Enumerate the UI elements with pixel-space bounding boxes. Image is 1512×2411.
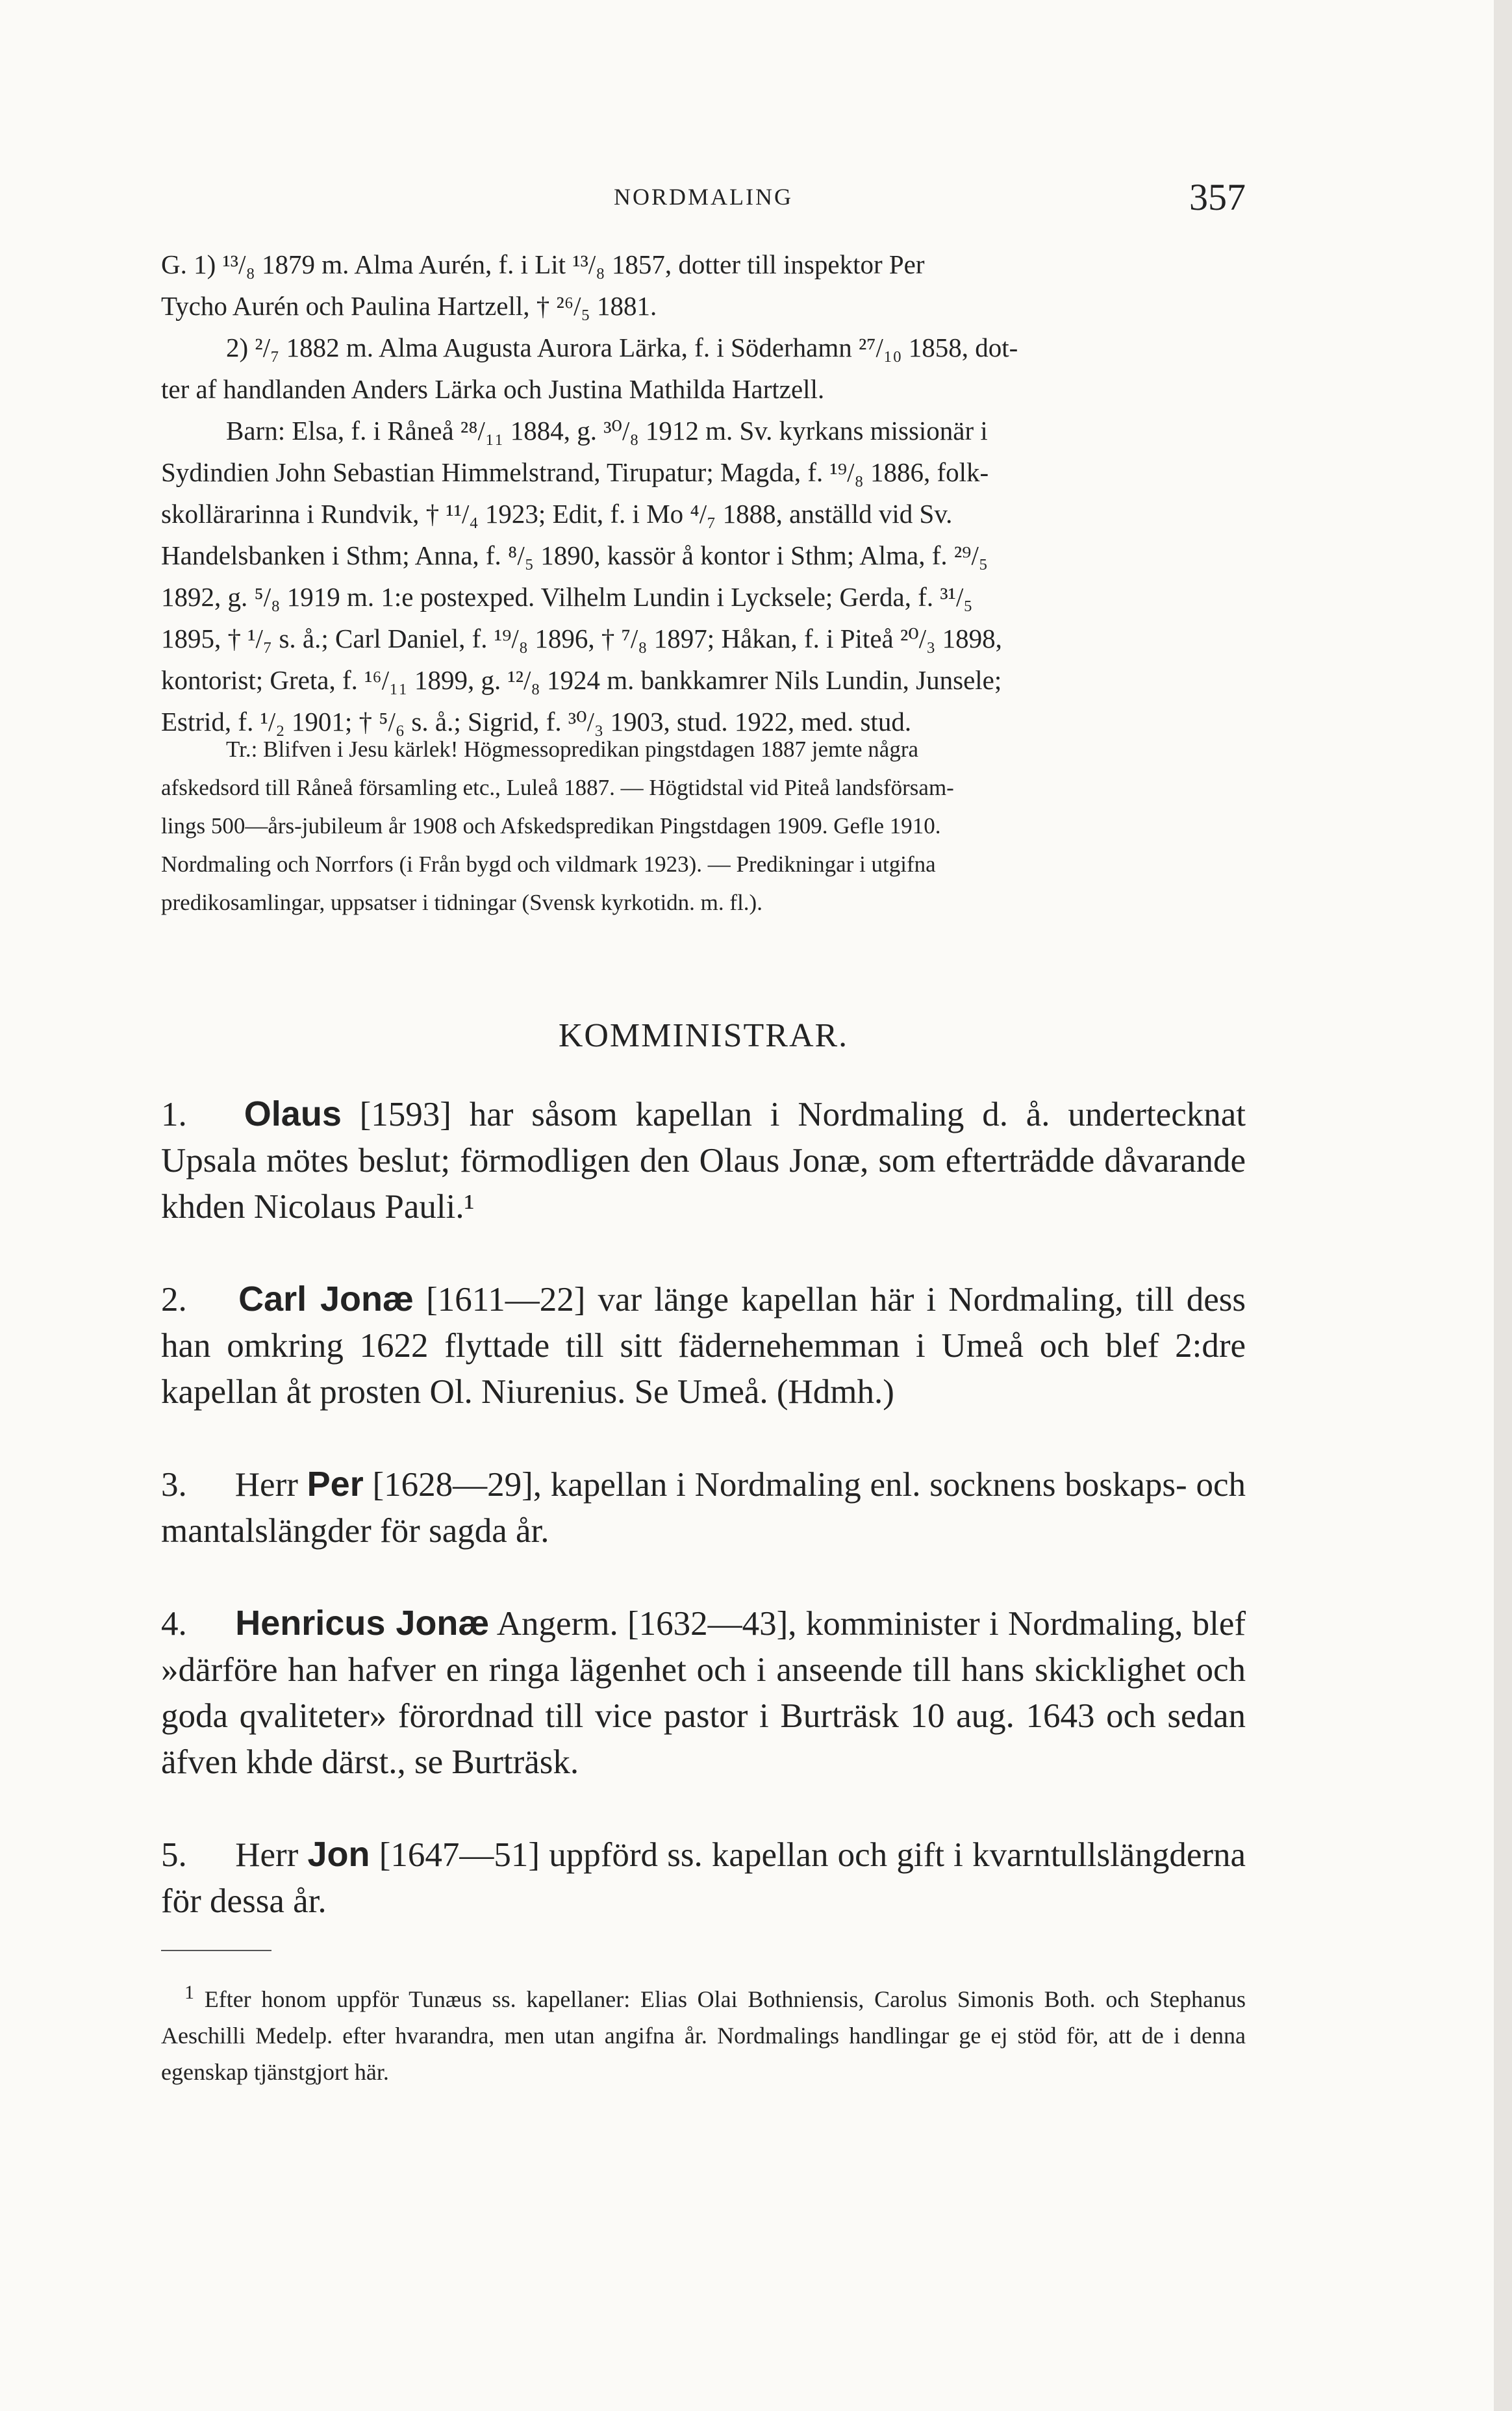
works-line: predikosamlingar, uppsatser i tidningar (Svensk kyrkotidn. m. fl.).: [161, 890, 762, 915]
biography-block: [161, 244, 1246, 742]
entry-text: [1593] har såsom kapellan i Nordmaling d. å. undertecknat Upsala mötes beslut; förmodligen den Olaus Jonæ, som efterträdde dåvarande khden Nicolaus Pauli.¹: [161, 1096, 1246, 1226]
entry-text: [1628—29], kapellan i Nordmaling enl. socknens boskaps- och mantalslängder för sagda år.: [161, 1466, 1246, 1550]
footnote-line: [161, 1975, 1246, 2090]
biography-line: 1892, g. ⁵/₈ 1919 m. 1:e postexped. Vilhelm Lundin i Lycksele; Gerda, f. ³¹/₅: [161, 582, 973, 612]
biography-line: Estrid, f. ¹/₂ 1901; † ⁵/₆ s. å.; Sigrid, f. ³⁰/₃ 1903, stud. 1922, med. stud.: [161, 707, 912, 737]
biography-line: G. 1) ¹³/₈ 1879 m. Alma Aurén, f. i Lit ¹³/₈ 1857, dotter till inspektor Per: [161, 249, 925, 279]
biography-line: 1895, † ¹/₇ s. å.; Carl Daniel, f. ¹⁹/₈ 1896, † ⁷/₈ 1897; Håkan, f. i Piteå ²⁰/₃ 1898,: [161, 624, 1002, 653]
entry-prefix: Herr: [234, 1466, 298, 1504]
works-line: Tr.: Blifven i Jesu kärlek! Högmessopredikan pingstdagen 1887 jemte några: [226, 737, 919, 762]
entry-name: Henricus Jonæ: [235, 1604, 490, 1643]
biography-line: Sydindien John Sebastian Himmelstrand, Tirupatur; Magda, f. ¹⁹/₈ 1886, folk-: [161, 457, 989, 487]
footnote: [161, 1975, 1246, 2090]
footnote-marker: 1: [184, 1982, 194, 2003]
entries-list: [161, 1091, 1246, 1971]
list-item: [161, 1832, 1246, 1925]
running-header: [161, 175, 1246, 218]
section-heading: KOMMINISTRAR.: [558, 1017, 849, 1054]
footnote-divider: [161, 1950, 271, 1951]
biography-line: ter af handlanden Anders Lärka och Justina Mathilda Hartzell.: [161, 374, 825, 404]
list-item: [161, 1091, 1246, 1230]
list-item: [161, 1600, 1246, 1786]
entry-name: Per: [307, 1465, 364, 1504]
entry-name: Olaus: [244, 1094, 342, 1133]
list-item: [161, 1461, 1246, 1554]
entry-number: 2.: [161, 1281, 187, 1319]
works-line: afskedsord till Råneå församling etc., Luleå 1887. — Högtidstal vid Piteå landsförsam-: [161, 775, 954, 800]
list-item: [161, 1276, 1246, 1415]
works-line: lings 500—års-jubileum år 1908 och Afskedspredikan Pingstdagen 1909. Gefle 1910.: [161, 813, 941, 839]
page-number: 357: [1189, 176, 1246, 218]
biography-line: Tycho Aurén och Paulina Hartzell, † ²⁶/₅ 1881.: [161, 291, 657, 321]
footnote-text: Efter honom uppför Tunæus ss. kapellaner: Elias Olai Bothniensis, Carolus Simonis Both. och Stephanus Aeschilli Medelp. efter hvarandra, men utan angifna år. Nordmalings handlingar ge ej stöd för, att de i denna egenskap tjänstgjort här.: [161, 1986, 1246, 2085]
running-title: NORDMALING: [614, 184, 793, 210]
entry-text: Angerm. [1632—43], komminister i Nordmaling, blef »därföre han hafver en ringa lägenhet och i anseende till hans skicklighet och goda qvaliteter» förordnad till vice pastor i Burträsk 10 aug. 1643 och sedan äfven khde därst., se Burträsk.: [161, 1605, 1246, 1781]
entry-number: 1.: [161, 1096, 187, 1133]
printed-works-block: [161, 730, 1246, 922]
biography-line: Handelsbanken i Sthm; Anna, f. ⁸/₅ 1890, kassör å kontor i Sthm; Alma, f. ²⁹/₅: [161, 540, 989, 570]
entry-number: 3.: [161, 1466, 187, 1504]
biography-line: kontorist; Greta, f. ¹⁶/₁₁ 1899, g. ¹²/₈ 1924 m. bankkamrer Nils Lundin, Junsele;: [161, 665, 1002, 695]
biography-line: skollärarinna i Rundvik, † ¹¹/₄ 1923; Edit, f. i Mo ⁴/₇ 1888, anställd vid Sv.: [161, 499, 953, 529]
entry-prefix: Herr: [235, 1836, 299, 1874]
biography-line: Barn: Elsa, f. i Råneå ²⁸/₁₁ 1884, g. ³⁰/₈ 1912 m. Sv. kyrkans missionär i: [226, 416, 988, 446]
entry-name: Jon: [307, 1835, 370, 1874]
entry-number: 4.: [161, 1605, 187, 1643]
entry-name: Carl Jonæ: [238, 1280, 414, 1319]
biography-line: 2) ²/₇ 1882 m. Alma Augusta Aurora Lärka, f. i Söderhamn ²⁷/₁₀ 1858, dot-: [226, 333, 1018, 362]
entry-text: [1647—51] uppförd ss. kapellan och gift i kvarntullslängderna för dessa år.: [161, 1836, 1246, 1920]
works-line: Nordmaling och Norrfors (i Från bygd och vildmark 1923). — Predikningar i utgifna: [161, 852, 936, 877]
entry-number: 5.: [161, 1836, 187, 1874]
entry-text: [1611—22] var länge kapellan här i Nordmaling, till dess han omkring 1622 flyttade till sitt fädernehemman i Umeå och blef 2:dre kapellan åt prosten Ol. Niurenius. Se Umeå. (Hdmh.): [161, 1281, 1246, 1411]
